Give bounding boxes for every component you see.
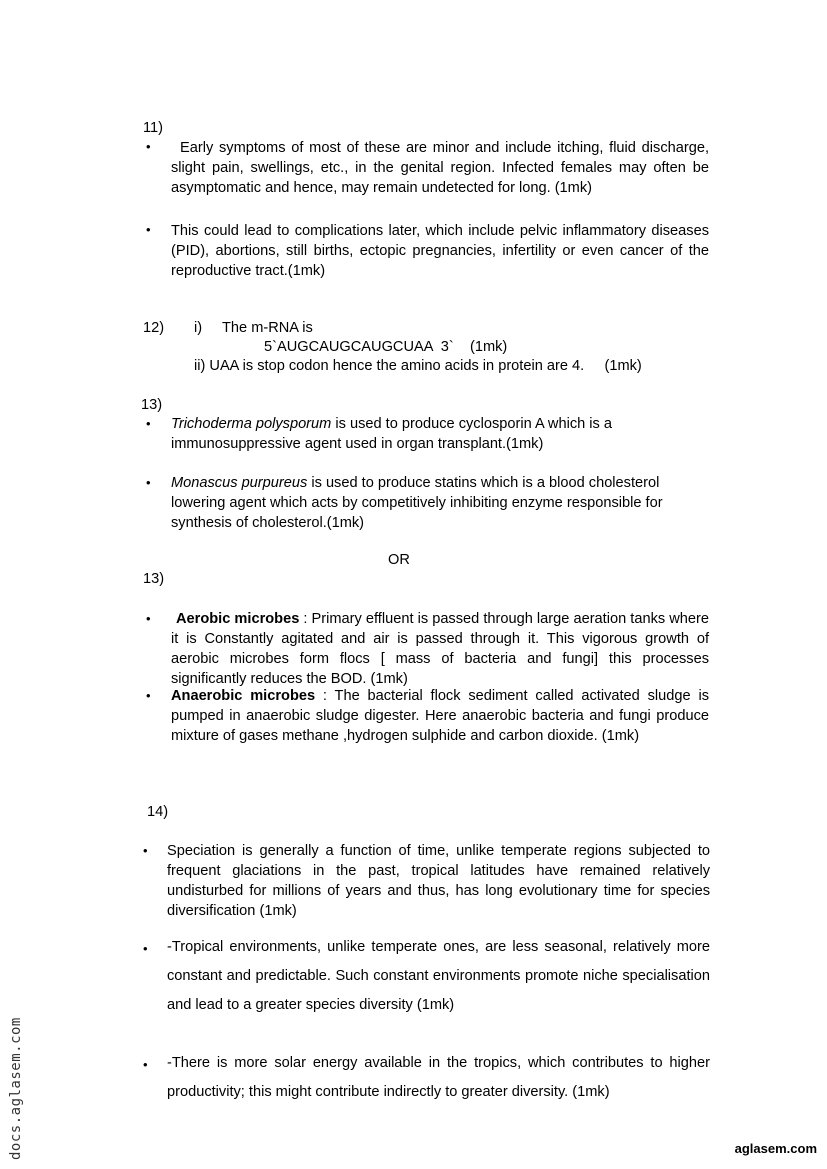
bullet-heading: Anaerobic microbes (171, 688, 316, 704)
q12-part-ii: ii) UAA is stop codon hence the amino acids in protein are 4. (1mk) (194, 358, 642, 374)
q11-number: 11) (143, 120, 164, 136)
q13-bullet-1-text: is used to produce cyclosporin A which is a immunosuppressive agent used in organ transplant.(1mk) (171, 416, 613, 452)
q12-sequence: 5`AUGCAUGCAUGCUAA 3` (1mk) (264, 339, 508, 355)
bullet-icon: • (146, 222, 151, 237)
q13-bullet-2 (171, 473, 709, 533)
q13-alt-bullet-1 (171, 609, 709, 689)
watermark: docs.aglasem.com (8, 1017, 24, 1160)
q11-bullet-2: This could lead to complications later, which include pelvic inflammatory diseases (PID), abortions, still births, ectopic pregnancies, infertility or even cancer of the reproductive tract.(1mk) (171, 223, 709, 279)
q14-bullet-1: Speciation is generally a function of time, unlike temperate regions subjected to frequent glaciations in the past, tropical latitudes have remained relatively undisturbed for millions of years and thus, has long evolutionary time for species diversification (1mk) (167, 843, 710, 919)
bullet-icon: • (146, 416, 151, 431)
bullet-icon: • (143, 941, 148, 956)
q11-bullet-1: Early symptoms of most of these are minor and include itching, fluid discharge, slight pain, swellings, etc., in the genital region. Infected females may often be asymptomatic and hence, may remain undetected for long. (1mk) (171, 140, 709, 196)
q13-alt-number: 13) (143, 571, 165, 587)
q12-part-i-label: i) (194, 320, 203, 336)
q13-number: 13) (141, 397, 163, 413)
bullet-icon: • (143, 1057, 148, 1072)
q12-number: 12) (143, 320, 165, 336)
bullet-icon: • (143, 843, 148, 858)
species-name: Trichoderma polysporum (171, 416, 332, 432)
bullet-heading: Aerobic microbes (176, 611, 300, 627)
q13-bullet-1 (171, 414, 686, 454)
bullet-icon: • (146, 688, 151, 703)
q14-bullet-3: -There is more solar energy available in the tropics, which contributes to higher productivity; this might contribute indirectly to greater diversity. (1mk) (167, 1055, 710, 1100)
q13-alt-bullet-2 (171, 686, 709, 746)
q13-alt-bullet-2-text: : The bacterial flock sediment called activated sludge is pumped in anaerobic sludge digester. Here anaerobic bacteria and fungi produce mixture of gases methane ,hydrogen sulphide and carbon dioxide. (1mk) (171, 688, 709, 744)
brand-label: aglasem.com (734, 1141, 817, 1156)
or-label: OR (388, 552, 410, 568)
q13-bullet-2-text: is used to produce statins which is a blood cholesterol lowering agent which acts by competitively inhibiting enzyme responsible for synthesis of cholesterol.(1mk) (171, 475, 663, 531)
q13-alt-bullet-1-text: : Primary effluent is passed through large aeration tanks where it is Constantly agitated and air is passed through it. This vigorous growth of aerobic microbes form flocs [ mass of bacteria and fungi] this processes significantly reduces the BOD. (1mk) (171, 611, 709, 687)
q14-bullet-2: -Tropical environments, unlike temperate ones, are less seasonal, relatively more constant and predictable. Such constant environments promote niche specialisation and lead to a greater species diversity (1mk) (167, 939, 710, 1013)
bullet-icon: • (146, 611, 151, 626)
bullet-icon: • (146, 139, 151, 154)
q12-part-i-text: The m-RNA is (222, 320, 313, 336)
species-name: Monascus purpureus (171, 475, 312, 491)
q14-number: 14) (147, 804, 169, 820)
bullet-icon: • (146, 475, 151, 490)
